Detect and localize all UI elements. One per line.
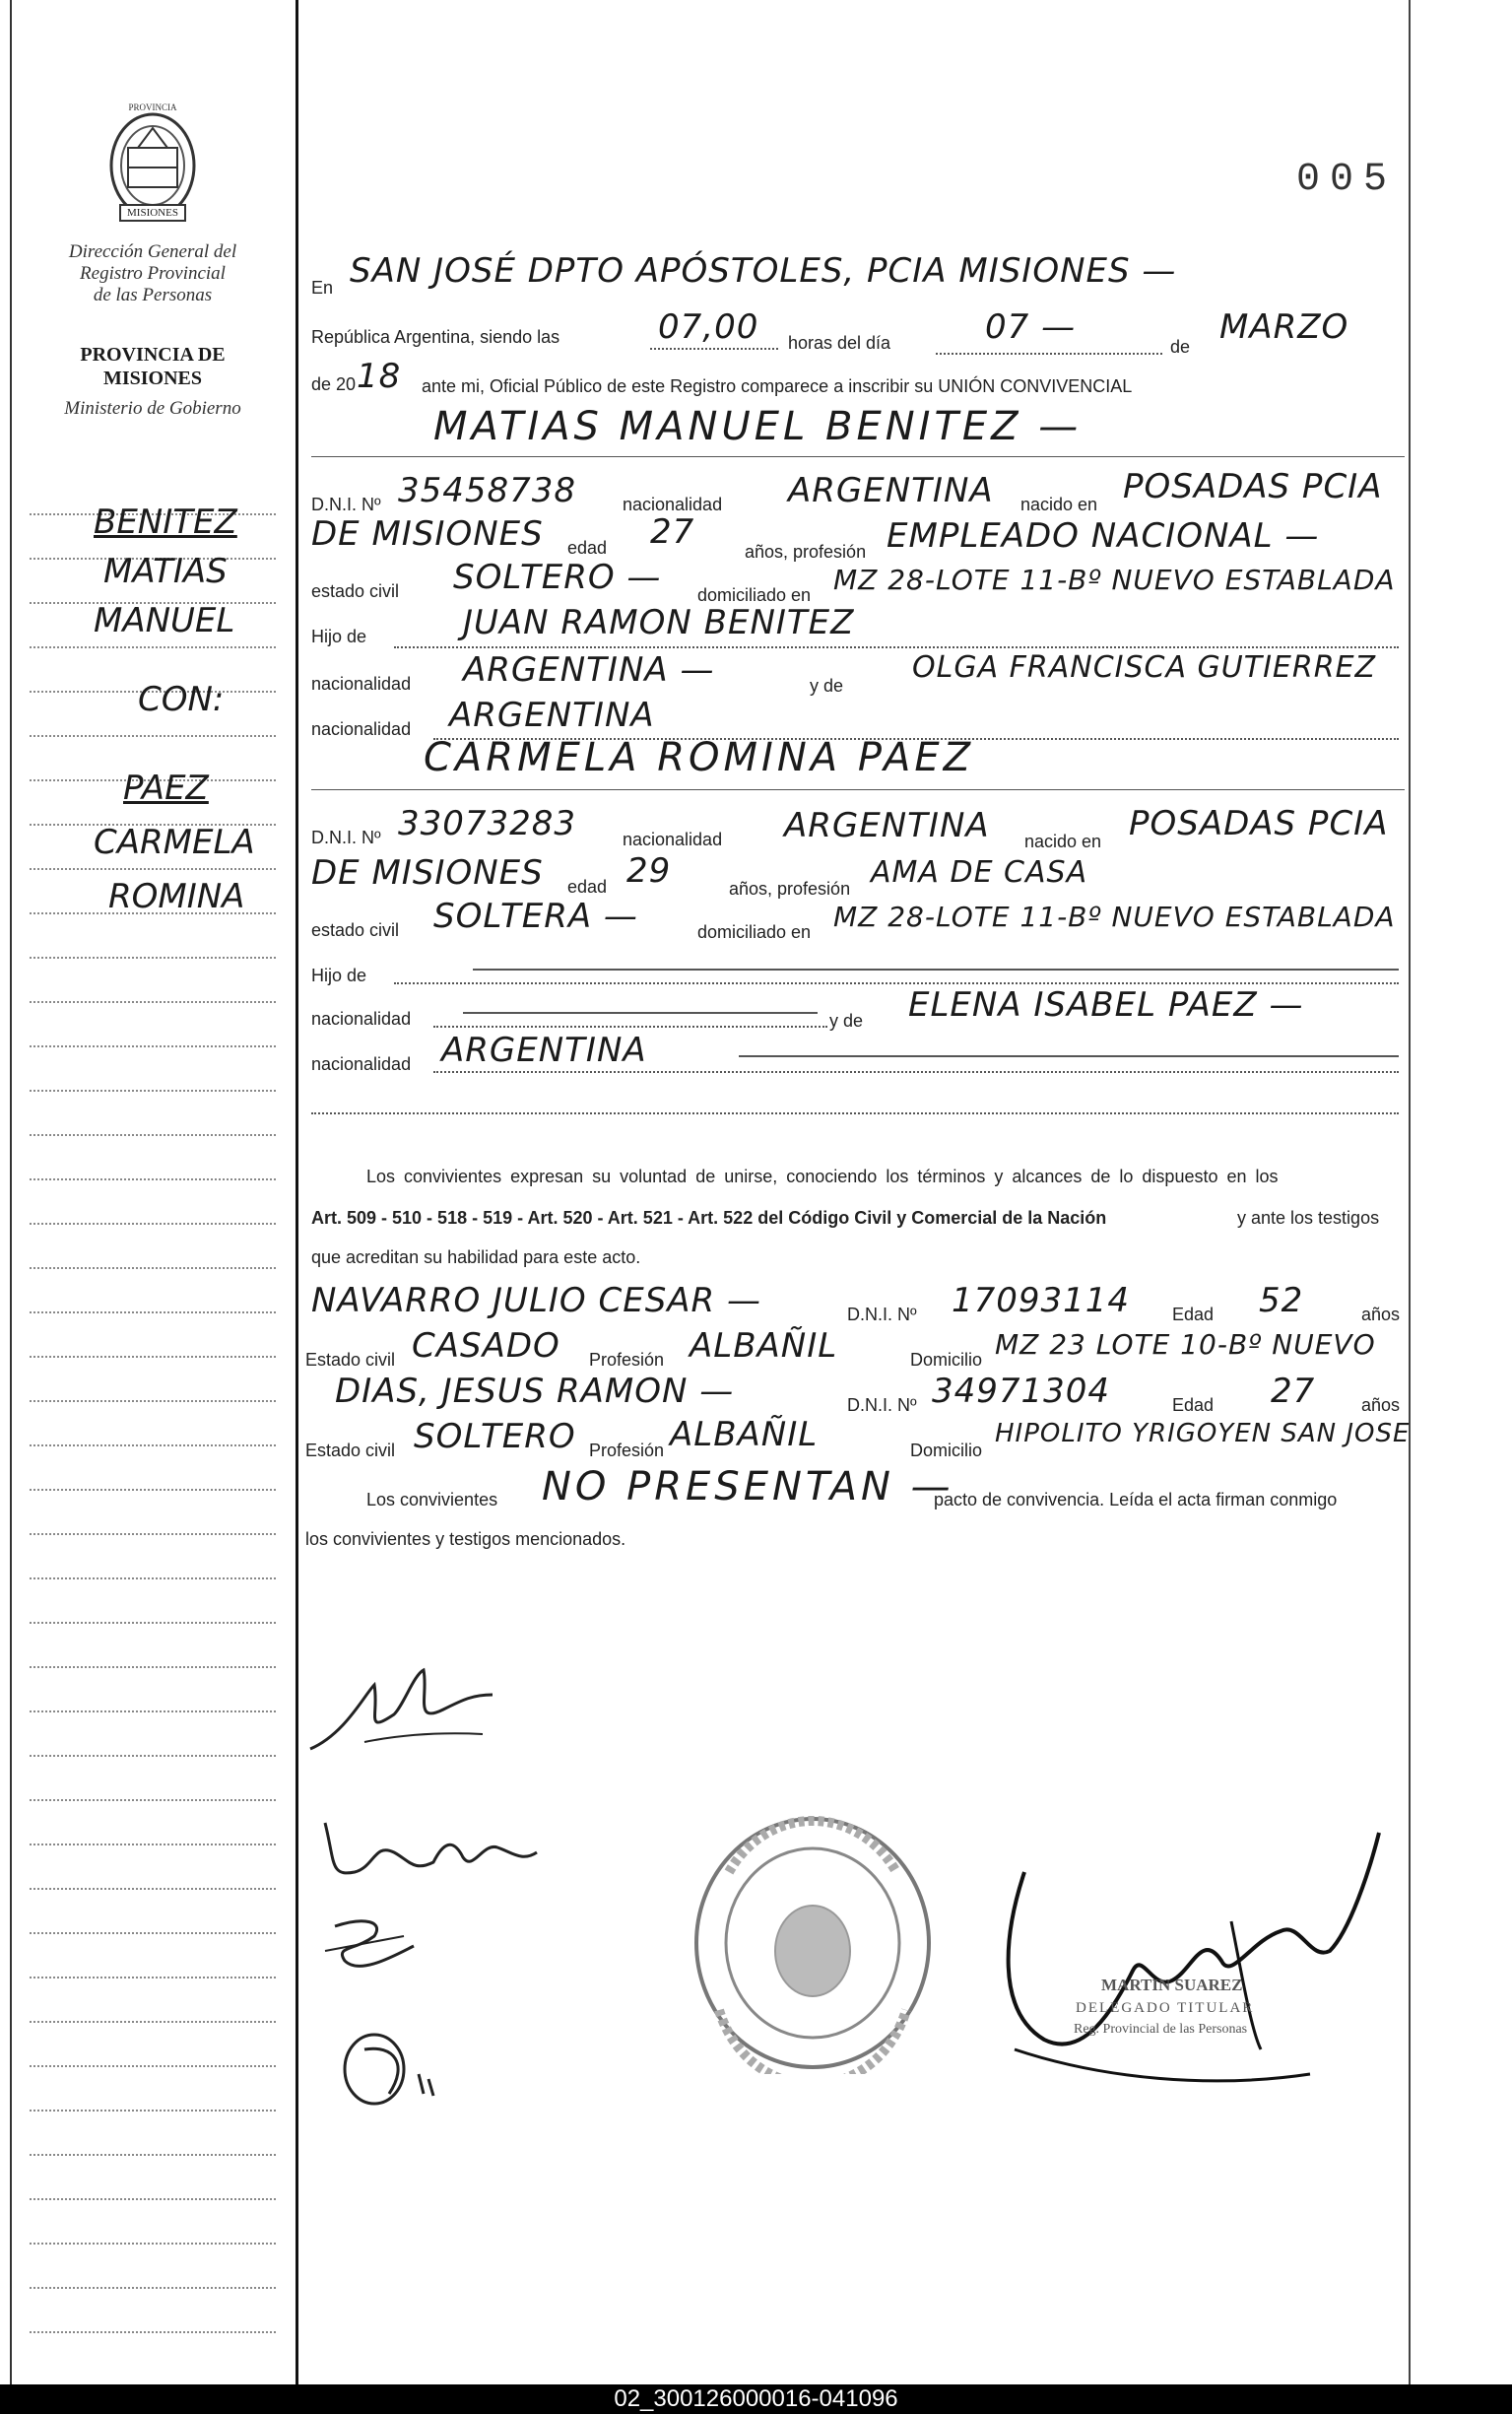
place-value: SAN JOSÉ DPTO APÓSTOLES, PCIA MISIONES — bbox=[350, 251, 1177, 291]
p2-nac-label: nacionalidad bbox=[623, 830, 723, 849]
crest-bottom-text: MISIONES bbox=[127, 207, 178, 219]
convivientes-label: Los convivientes bbox=[366, 1490, 498, 1509]
margin-name-2b: ROMINA bbox=[108, 877, 245, 916]
blank-dots bbox=[311, 1111, 1399, 1114]
p1-dni-label: D.N.I. Nº bbox=[311, 495, 381, 514]
margin-name-2a: CARMELA bbox=[94, 823, 255, 862]
w1-dni-value: 17093114 bbox=[952, 1281, 1131, 1320]
person2-name-line bbox=[311, 788, 1405, 790]
right-page-edge bbox=[1409, 0, 1411, 2384]
p2-hijo-dash bbox=[473, 968, 1399, 971]
signature-4-icon bbox=[335, 2025, 453, 2113]
p2-padre-nac-dash bbox=[463, 1011, 818, 1014]
margin-surname-1: BENITEZ bbox=[94, 503, 237, 542]
official-signature-icon bbox=[985, 1813, 1399, 2099]
signature-3-icon bbox=[315, 1907, 424, 1985]
w1-dni-label: D.N.I. Nº bbox=[847, 1305, 917, 1324]
p2-domicilio-value: MZ 28-LOTE 11-Bº NUEVO ESTABLADA bbox=[833, 901, 1396, 933]
p2-nacido-label: nacido en bbox=[1024, 832, 1102, 851]
en-label: En bbox=[311, 278, 334, 298]
w2-edad-label: Edad bbox=[1172, 1395, 1215, 1415]
hora-dots bbox=[650, 347, 778, 350]
p1-nac-value: ARGENTINA bbox=[788, 471, 994, 510]
p1-profesion-label: años, profesión bbox=[745, 542, 867, 562]
p2-madre-nac-dash bbox=[739, 1054, 1399, 1057]
p2-domicilio-label: domiciliado en bbox=[697, 922, 812, 942]
w2-domicilio-value: HIPOLITO YRIGOYEN SAN JOSE bbox=[995, 1419, 1411, 1448]
w2-dni-label: D.N.I. Nº bbox=[847, 1395, 917, 1415]
w1-edad-label: Edad bbox=[1172, 1305, 1215, 1324]
signature-2-icon bbox=[315, 1803, 552, 1892]
p1-yde-label: y de bbox=[810, 676, 844, 696]
w1-estado-label: Estado civil bbox=[305, 1350, 396, 1370]
p1-dni-value: 35458738 bbox=[398, 471, 577, 510]
signature-1-icon bbox=[305, 1655, 502, 1764]
w2-estado-value: SOLTERO bbox=[414, 1417, 576, 1456]
pacto-tail: pacto de convivencia. Leída el acta firman conmigo bbox=[934, 1490, 1338, 1509]
p2-dni-value: 33073283 bbox=[398, 804, 577, 843]
left-page-edge bbox=[10, 0, 12, 2384]
horas-label: horas del día bbox=[788, 333, 891, 353]
p2-edad-label: edad bbox=[567, 877, 608, 897]
margin-name-1b: MANUEL bbox=[94, 601, 235, 640]
p2-hijo-label: Hijo de bbox=[311, 966, 367, 985]
official-seal-icon bbox=[690, 1813, 936, 2074]
p2-hijo-dots bbox=[394, 981, 1399, 984]
w1-domicilio-label: Domicilio bbox=[910, 1350, 983, 1370]
w1-name: NAVARRO JULIO CESAR — bbox=[311, 1281, 761, 1320]
p2-nac-value: ARGENTINA bbox=[784, 806, 990, 845]
p1-edad-label: edad bbox=[567, 538, 608, 558]
p2-madre-nac-label: nacionalidad bbox=[311, 1054, 412, 1074]
w1-edad-value: 52 bbox=[1259, 1281, 1304, 1320]
person2-name: CARMELA ROMINA PAEZ bbox=[424, 735, 974, 780]
dia-dots bbox=[936, 352, 1162, 355]
w1-domicilio-value: MZ 23 LOTE 10-Bº NUEVO bbox=[995, 1328, 1376, 1361]
margin-divider bbox=[296, 0, 298, 2384]
p2-padre-nac-dots bbox=[433, 1025, 827, 1028]
direccion-line-3: de las Personas bbox=[93, 285, 213, 305]
w2-name: DIAS, JESUS RAMON — bbox=[335, 1372, 735, 1411]
w2-domicilio-label: Domicilio bbox=[910, 1441, 983, 1460]
p1-padre-nac-value: ARGENTINA — bbox=[463, 650, 715, 690]
p2-profesion-value: AMA DE CASA bbox=[871, 855, 1088, 890]
w1-profesion-value: ALBAÑIL bbox=[690, 1326, 838, 1366]
p1-madre-nac-label: nacionalidad bbox=[311, 719, 412, 739]
stamp-role-b: Reg. Provincial de las Personas bbox=[1074, 2022, 1248, 2037]
p1-domicilio-value: MZ 28-LOTE 11-Bº NUEVO ESTABLADA bbox=[833, 564, 1396, 596]
p2-nacido-b: DE MISIONES bbox=[311, 853, 544, 893]
para1-line-c: y ante los testigos bbox=[1237, 1208, 1380, 1228]
person1-name-line bbox=[311, 455, 1405, 457]
dia-value: 07 — bbox=[985, 307, 1077, 347]
w2-profesion-label: Profesión bbox=[589, 1441, 665, 1460]
p2-nacido-a: POSADAS PCIA bbox=[1129, 804, 1389, 843]
republica-label: República Argentina, siendo las bbox=[311, 327, 560, 347]
p1-nacido-b: DE MISIONES bbox=[311, 514, 544, 554]
p1-domicilio-label: domiciliado en bbox=[697, 585, 812, 605]
p1-profesion-value: EMPLEADO NACIONAL — bbox=[887, 516, 1320, 556]
w2-edad-value: 27 bbox=[1271, 1372, 1316, 1411]
provincia-line-1: PROVINCIA DE bbox=[80, 344, 226, 366]
w2-dni-value: 34971304 bbox=[932, 1372, 1111, 1411]
direccion-line-2: Registro Provincial bbox=[80, 263, 226, 284]
margin-con: CON: bbox=[138, 680, 225, 719]
para1-line-b: Art. 509 - 510 - 518 - 519 - Art. 520 - Art. 521 - Art. 522 del Código Civil y Comercial de la Nación bbox=[311, 1208, 1107, 1228]
p1-estado-label: estado civil bbox=[311, 581, 400, 601]
p2-padre-nac-label: nacionalidad bbox=[311, 1009, 412, 1029]
p2-profesion-label: años, profesión bbox=[729, 879, 851, 899]
p1-padre-nac-label: nacionalidad bbox=[311, 674, 412, 694]
p1-madre-nac-value: ARGENTINA bbox=[449, 696, 655, 735]
crest-top-text: PROVINCIA bbox=[128, 102, 177, 112]
p2-estado-value: SOLTERA — bbox=[433, 897, 638, 936]
p1-estado-value: SOLTERO — bbox=[453, 558, 662, 597]
stamp-name: MARTIN SUAREZ bbox=[1101, 1976, 1243, 1994]
mes-value: MARZO bbox=[1219, 307, 1349, 347]
direccion-general bbox=[30, 241, 276, 306]
margin-name-1a: MATIAS bbox=[103, 552, 228, 591]
p2-madre-nac-value: ARGENTINA bbox=[441, 1031, 647, 1070]
p2-dni-label: D.N.I. Nº bbox=[311, 828, 381, 847]
page-number: 005 bbox=[1296, 158, 1398, 202]
w1-anios-label: años bbox=[1361, 1305, 1401, 1324]
p1-nac-label: nacionalidad bbox=[623, 495, 723, 514]
de-label: de bbox=[1170, 337, 1191, 357]
stamp-role-a: DELEGADO TITULAR bbox=[1076, 2000, 1255, 2016]
p1-hijo-dots bbox=[394, 645, 1399, 648]
provincia-line-2: MISIONES bbox=[102, 368, 203, 389]
anio-value: 18 bbox=[357, 357, 402, 396]
p2-madre-value: ELENA ISABEL PAEZ — bbox=[908, 985, 1304, 1025]
p2-edad-value: 29 bbox=[626, 851, 672, 891]
p1-padre-value: JUAN RAMON BENITEZ bbox=[463, 603, 855, 642]
hora-value: 07,00 bbox=[658, 307, 759, 347]
w1-estado-value: CASADO bbox=[412, 1326, 560, 1366]
margin-surname-2: PAEZ bbox=[123, 769, 209, 808]
p1-nacido-a: POSADAS PCIA bbox=[1123, 467, 1383, 506]
ministerio: Ministerio de Gobierno bbox=[64, 398, 241, 419]
anio-prefix: de 20 bbox=[311, 374, 357, 394]
intro-text: ante mi, Oficial Público de este Registro comparece a inscribir su UNIÓN CONVIVENCIAL bbox=[422, 376, 1133, 396]
direccion-line-1: Dirección General del bbox=[68, 241, 237, 262]
w2-estado-label: Estado civil bbox=[305, 1441, 396, 1460]
p2-estado-label: estado civil bbox=[311, 920, 400, 940]
pacto-value: NO PRESENTAN — bbox=[542, 1464, 954, 1509]
p1-edad-value: 27 bbox=[650, 512, 695, 552]
p1-nacido-label: nacido en bbox=[1020, 495, 1098, 514]
document-code-bar: 02_300126000016-041096 bbox=[0, 2384, 1512, 2414]
p2-madre-nac-dots bbox=[433, 1070, 1399, 1073]
p2-yde-label: y de bbox=[829, 1011, 864, 1031]
w2-profesion-value: ALBAÑIL bbox=[670, 1415, 819, 1454]
w2-anios-label: años bbox=[1361, 1395, 1401, 1415]
p1-madre-value: OLGA FRANCISCA GUTIERREZ bbox=[912, 650, 1377, 685]
para1-line-a: Los convivientes expresan su voluntad de unirse, conociendo los términos y alcances de lo dispuesto en los bbox=[366, 1167, 1279, 1186]
p1-hijo-label: Hijo de bbox=[311, 627, 367, 646]
w1-profesion-label: Profesión bbox=[589, 1350, 665, 1370]
closing-text: los convivientes y testigos mencionados. bbox=[305, 1529, 626, 1549]
person1-name: MATIAS MANUEL BENITEZ — bbox=[433, 404, 1083, 449]
para1-line-d: que acreditan su habilidad para este acto. bbox=[311, 1247, 641, 1267]
provincia-title bbox=[30, 343, 276, 390]
